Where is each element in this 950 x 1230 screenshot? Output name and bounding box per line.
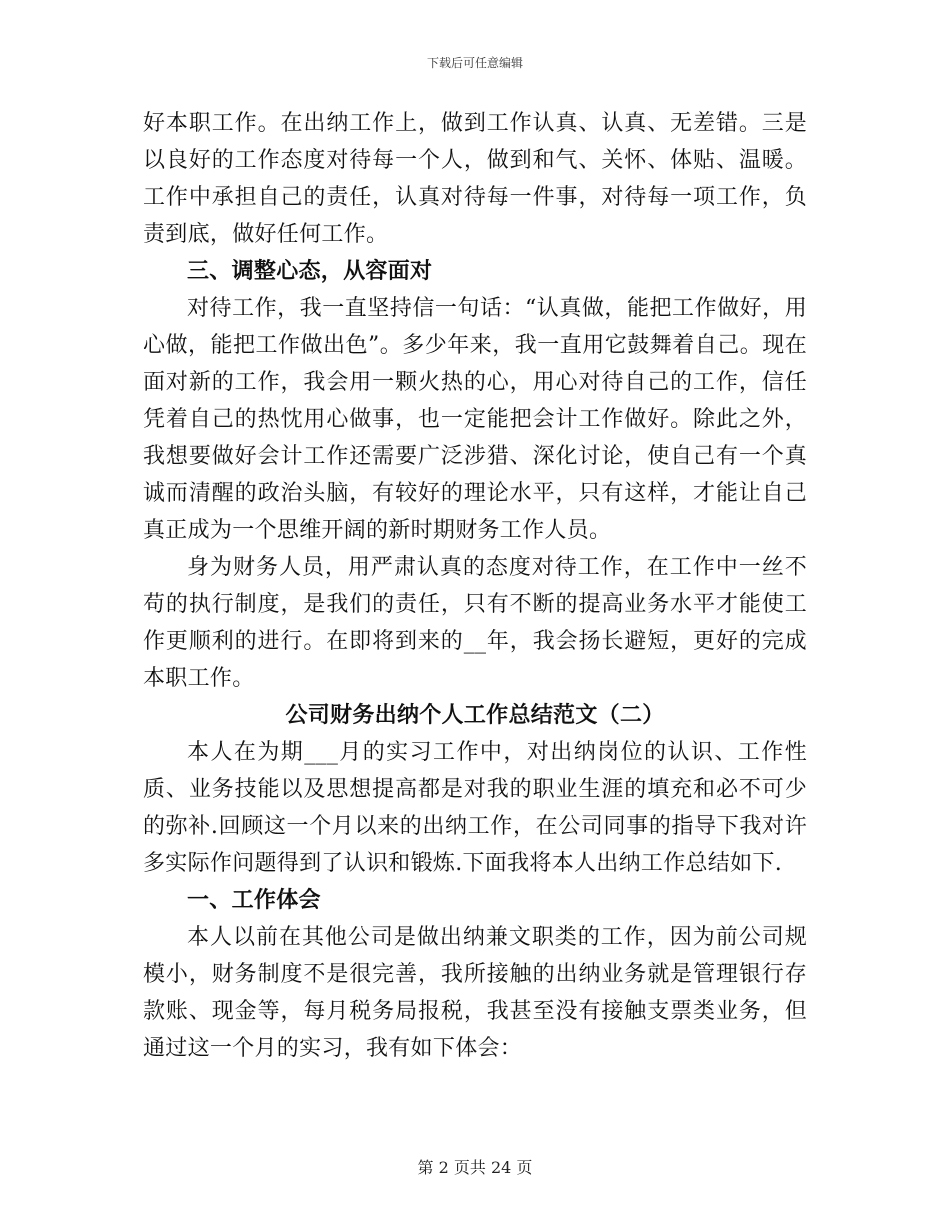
document-title-part-two: 公司财务出纳个人工作总结范文（二） [285, 702, 665, 728]
paragraph-attitude: 对待工作，我一直坚持信一句话：“认真做，能把工作做好，用心做，能把工作做出色”。多少年来，我一直用它鼓舞着自己。现在面对新的工作，我会用一颗火热的心，用心对待自己的工作，信任凭着自己的热忱用心做事，也一定能把会计工作做好。除此之外，我想要做好会计工作还需要广泛涉猎、深化讨论，使自己有一个真诚而清醒的政治头脑，有较好的理论水平，只有这样，才能让自己真正成为一个思维开阔的新时期财务工作人员。 [143, 296, 807, 543]
paragraph-internship: 本人在为期___月的实习工作中，对出纳岗位的认识、工作性质、业务技能以及思想提高都是对我的职业生涯的填充和必不可少的弥补.回顾这一个月以来的出纳工作，在公司同事的指导下我对许多实际作问题得到了认识和锻炼.下面我将本人出纳工作总结如下. [143, 740, 807, 876]
paragraph-experience: 本人以前在其他公司是做出纳兼文职类的工作，因为前公司规模小，财务制度不是很完善，我所接触的出纳业务就是管理银行存款账、现金等，每月税务局报税，我甚至没有接触支票类业务，但通过这一个月的实习，我有如下体会： [143, 925, 807, 1061]
section-heading-work-experience: 一、工作体会 [187, 887, 321, 913]
paragraph-responsibility: 身为财务人员，用严肃认真的态度对待工作，在工作中一丝不苟的执行制度，是我们的责任，只有不断的提高业务水平才能使工作更顺利的进行。在即将到来的__年，我会扬长避短，更好的完成本职工作。 [143, 555, 807, 691]
page-number: 第 2 页共 24 页 [417, 1158, 533, 1177]
document-body [143, 105, 807, 1067]
paragraph-continuation: 好本职工作。在出纳工作上，做到工作认真、认真、无差错。三是以良好的工作态度对待每一个人，做到和气、关怀、体贴、温暖。工作中承担自己的责任，认真对待每一件事，对待每一项工作，负责到底，做好任何工作。 [143, 111, 807, 247]
section-heading-adjust-mindset: 三、调整心态，从容面对 [187, 258, 433, 284]
header-note: 下载后可任意编辑 [426, 56, 523, 70]
